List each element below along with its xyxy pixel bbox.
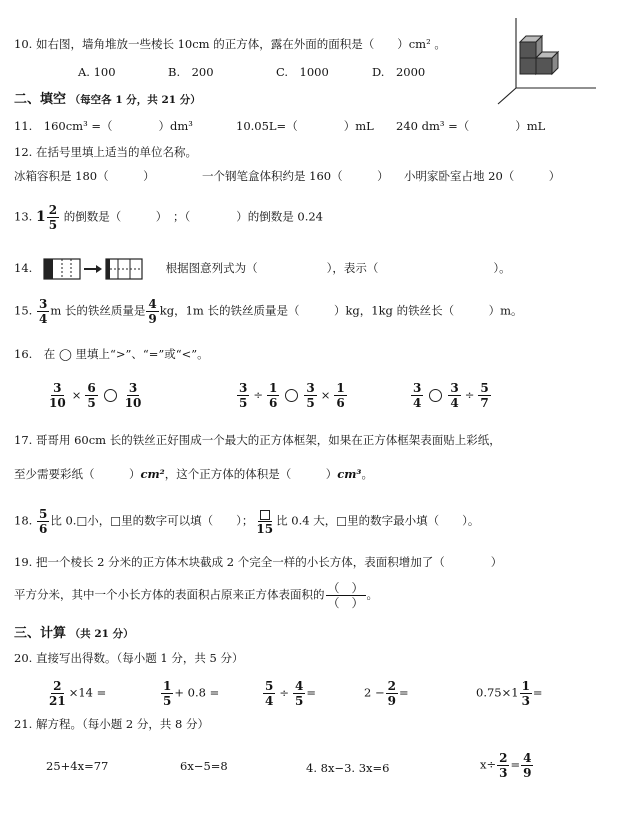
section3-note: （共 21 分）	[69, 628, 134, 640]
q20-item-2: $\frac{1}{5}$ + 0.8 =	[163, 679, 220, 708]
q19-line-1: 19. 把一个棱长 2 分米的正方体木块截成 2 个完全一样的小长方体，表面积增加了（ ）	[14, 555, 503, 569]
q19-blank-fraction: （ ） （ ）	[327, 581, 364, 610]
q13-line: 13. 1 $\frac{2}{5}$ 的倒数是（ ） ；（ ）的倒数是 0.24	[14, 203, 323, 232]
q12-part-1: 冰箱容积是 180（ ）	[14, 169, 155, 183]
q18-box-fraction: 15	[254, 508, 275, 535]
q20-title: 20. 直接写出得数。（每小题 1 分，共 5 分）	[14, 651, 244, 665]
q11-part-3: 240 dm³ =（ ）mL	[396, 119, 546, 133]
q14-line: 14. 根据图意列式为（ ），表示（ ）。	[14, 256, 511, 282]
section3-title: 三、计算	[14, 626, 67, 641]
section3-heading	[14, 626, 134, 642]
q21-eq-4: x÷ $\frac{2}{3}$ = $\frac{4}{9}$	[480, 751, 532, 780]
q14-bar-diagram	[42, 256, 162, 282]
q20-item-5: 0.75×1 $\frac{1}{3}$ =	[476, 679, 543, 708]
q16-item-1: $\frac{3}{10}$ × $\frac{6}{5}$ $\frac{3}{10}$	[49, 381, 142, 410]
q15-fraction-2: $\frac{4}{9}$	[148, 297, 157, 326]
q21-title: 21. 解方程。（每小题 2 分，共 8 分）	[14, 717, 209, 731]
section2-heading	[14, 92, 201, 108]
q11-part-2: 10.05L=（ ）mL	[236, 119, 374, 133]
compare-circle[interactable]	[104, 389, 117, 402]
section2-title: 二、填空	[14, 92, 67, 107]
q17-line-2: 至少需要彩纸（ ）cm²，这个正方体的体积是（ ）cm³。	[14, 467, 373, 481]
q20-item-4: 2 − $\frac{2}{9}$ =	[364, 679, 409, 708]
q15-fraction-1: $\frac{3}{4}$	[38, 297, 48, 326]
q10-option-b: B. 200	[168, 65, 214, 79]
q13-whole: 1	[35, 209, 46, 226]
q10-option-a: A. 100	[78, 65, 116, 79]
q12-part-2: 一个钢笔盒体积约是 160（ ）	[202, 169, 389, 183]
compare-circle[interactable]	[285, 389, 298, 402]
q10-option-d: D. 2000	[372, 65, 426, 79]
blank-box[interactable]	[260, 510, 270, 520]
q20-item-3: $\frac{5}{4}$ ÷ $\frac{4}{5}$ =	[265, 679, 316, 708]
q21-eq-3: 4. 8x−3. 3x=6	[306, 761, 390, 775]
q16-item-3: $\frac{3}{4}$ $\frac{3}{4}$ ÷ $\frac{5}{7}$	[413, 381, 489, 410]
q21-eq-1: 25+4x=77	[46, 759, 109, 773]
stacked-cubes-figure	[492, 12, 604, 108]
q13-fraction: $\frac{2}{5}$	[48, 203, 58, 232]
q11-part-1: 11. 160cm³ =（ ）dm³	[14, 119, 193, 133]
q17-line-1: 17. 哥哥用 60cm 长的铁丝正好围成一个最大的正方体框架，如果在正方体框架表面贴上彩纸，	[14, 433, 501, 447]
compare-circle[interactable]	[429, 389, 442, 402]
q19-line-2: 平方分米，其中一个小长方体的表面积占原来正方体表面积的 （ ） （ ） 。	[14, 581, 379, 610]
q20-item-1: $\frac{2}{21}$ ×14 =	[49, 679, 107, 708]
q18-line: 18. $\frac{5}{6}$ 比 0.□小，□里的数字可以填（ ）； 15 比 0.4 大，□里的数字最小填（ ）。	[14, 507, 480, 536]
q10-text: 10. 如右图，墙角堆放一些棱长 10cm 的正方体，露在外面的面积是（ ）cm² 。	[14, 37, 446, 51]
section2-note: （每空各 1 分，共 21 分）	[69, 94, 201, 106]
q12-part-3: 小明家卧室占地 20（ ）	[404, 169, 561, 183]
q16-title: 16. 在 ◯ 里填上“>”、“=”或“<”。	[14, 347, 209, 361]
q15-line: 15. $\frac{3}{4}$ m 长的铁丝质量是 $\frac{4}{9}$ kg，1m 长的铁丝质量是（ ）kg，1kg 的铁丝长（ ）m。	[14, 297, 523, 326]
q18-fraction: $\frac{5}{6}$	[38, 507, 48, 536]
q21-eq-2: 6x−5=8	[180, 759, 228, 773]
q10-option-c: C. 1000	[276, 65, 329, 79]
q14-text: 根据图意列式为（ ），表示（ ）。	[165, 261, 511, 276]
q16-item-2: $\frac{3}{5}$ ÷ $\frac{1}{6}$ $\frac{3}{5}$ × $\frac{1}{6}$	[239, 381, 345, 410]
q12-title: 12. 在括号里填上适当的单位名称。	[14, 145, 197, 159]
